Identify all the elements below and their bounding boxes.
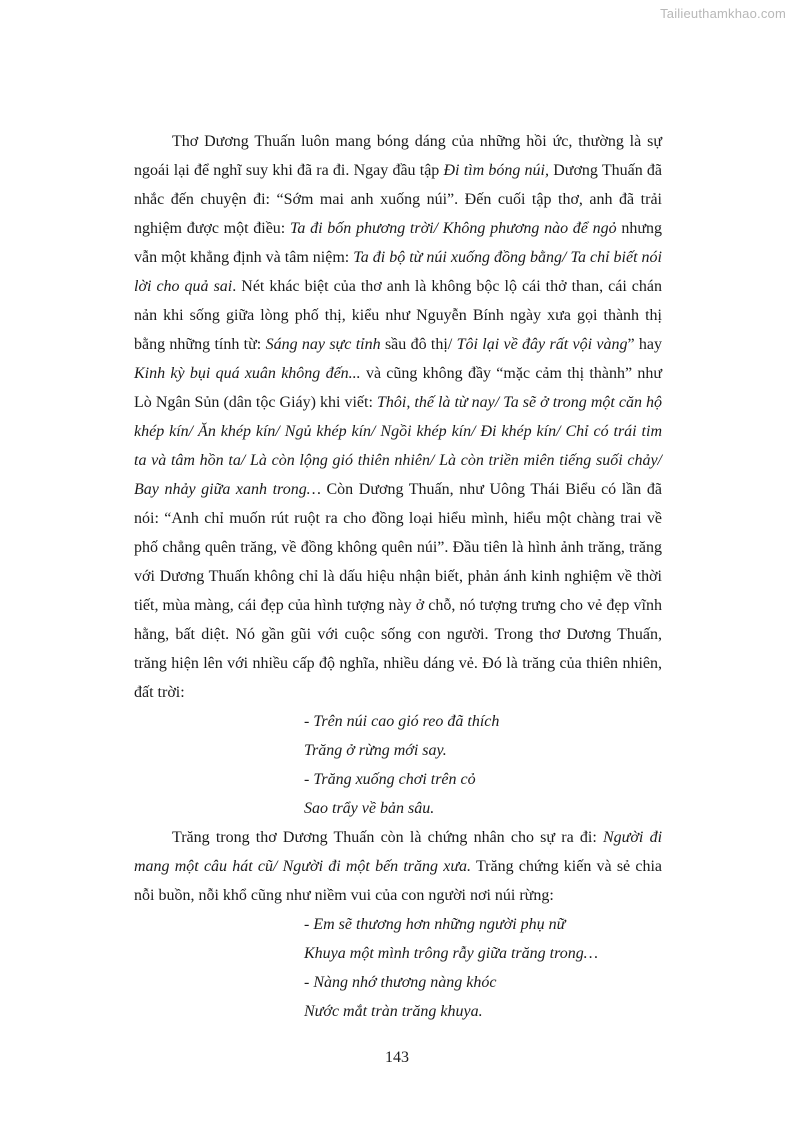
italic-quote: Đi tìm bóng núi, <box>443 162 550 179</box>
verse-line: - Nàng nhớ thương nàng khóc <box>304 974 497 991</box>
italic-quote: Ta đi bộ từ núi xuống đồng bằng/ Ta chỉ biết nói lời cho quả sai <box>134 249 663 295</box>
document-body <box>134 127 662 1026</box>
watermark: Tailieuthamkhao.com <box>660 6 786 21</box>
paragraph-1-text: Còn Dương Thuấn, như Uông Thái Biểu có lần đã nói: “Anh chỉ muốn rút ruột ra cho đồng loại hiểu mình, hiểu một chàng trai về phố chẳng quên trăng, về đồng không quên núi”. Đầu tiên là hình ảnh trăng, trăng với Dương Thuấn không chỉ là dấu hiệu nhận biết, phản ánh kinh nghiệm về thời tiết, mùa màng, cái đẹp của hình tượng này ở chỗ, nó tượng trưng cho vẻ đẹp vĩnh hằng, bất diệt. Nó gần gũi với cuộc sống con người. Trong thơ Dương Thuấn, trăng hiện lên với nhiều cấp độ nghĩa, nhiều dáng vẻ. Đó là trăng của thiên nhiên, đất trời: <box>134 481 662 701</box>
verse-line: Nước mắt tràn trăng khuya. <box>304 1003 483 1020</box>
paragraph-2-text: Trăng chứng kiến và sẻ chia nỗi buồn, nỗi khổ cũng như niềm vui của con người nơi núi rừng: <box>134 858 663 904</box>
paragraph-1-text: và cũng không đầy “mặc cảm thị thành” như Lò Ngân Sủn (dân tộc Giáy) khi viết: <box>134 365 662 411</box>
verse-line: - Em sẽ thương hơn những người phụ nữ <box>304 916 566 933</box>
verse-line: - Trên núi cao gió reo đã thích <box>304 713 500 730</box>
italic-quote: Sáng nay sực tỉnh <box>265 336 381 353</box>
paragraph-1-text: sầu đô thị/ <box>380 336 457 353</box>
page-number: 143 <box>385 1049 409 1066</box>
verse-line: Khuya một mình trông rẫy giữa trăng trong… <box>304 945 598 962</box>
paragraph-1-text: ” hay <box>627 336 663 353</box>
verse-line: - Trăng xuống chơi trên cỏ <box>304 771 476 788</box>
paragraph-1 <box>134 127 662 707</box>
italic-quote: Thôi, thế là từ nay/ Ta sẽ ở trong một căn hộ khép kín/ Ăn khép kín/ Ngủ khép kín/ Ngồi khép kín/ Đi khép kín/ Chỉ có trái tim ta và tâm hồn ta/ Là còn lộng gió thiên nhiên/ Là còn triền miên tiếng suối chảy/ Bay nhảy giữa xanh trong… <box>134 394 663 498</box>
paragraph-1-text: nhưng vẫn một khẳng định và tâm niệm: <box>134 220 663 266</box>
italic-quote: Tôi lại về đây rất vội vàng <box>456 336 628 353</box>
verse-line: Trăng ở rừng mới say. <box>304 742 447 759</box>
paragraph-1-text: . Nét khác biệt của thơ anh là không bộc lộ cái thở than, cái chán nản khi sống giữa lòng phố thị, kiểu như Nguyễn Bính ngày xưa gọi thành thị bằng những tính từ: <box>134 278 662 353</box>
italic-quote: Ta đi bốn phương trời/ Không phương nào để ngỏ <box>289 220 617 237</box>
verse-block-2 <box>134 910 662 1026</box>
paragraph-1-text: Dương Thuấn đã nhắc đến chuyện đi: “Sớm mai anh xuống núi”. Đến cuối tập thơ, anh đã trải nghiệm được một điều: <box>134 162 663 237</box>
italic-quote: Người đi mang một câu hát cũ/ Người đi một bến trăng xưa. <box>134 829 663 875</box>
paragraph-2 <box>134 823 662 910</box>
verse-line: Sao trẩy về bản sâu. <box>304 800 435 817</box>
italic-quote: Kinh kỳ bụi quá xuân không đến... <box>134 365 361 382</box>
verse-block-1 <box>134 707 662 823</box>
paragraph-1-text: Thơ Dương Thuấn luôn mang bóng dáng của những hồi ức, thường là sự ngoái lại để nghĩ suy khi đã ra đi. Ngay đầu tập <box>134 133 662 179</box>
paragraph-2-text: Trăng trong thơ Dương Thuấn còn là chứng nhân cho sự ra đi: <box>172 829 603 846</box>
